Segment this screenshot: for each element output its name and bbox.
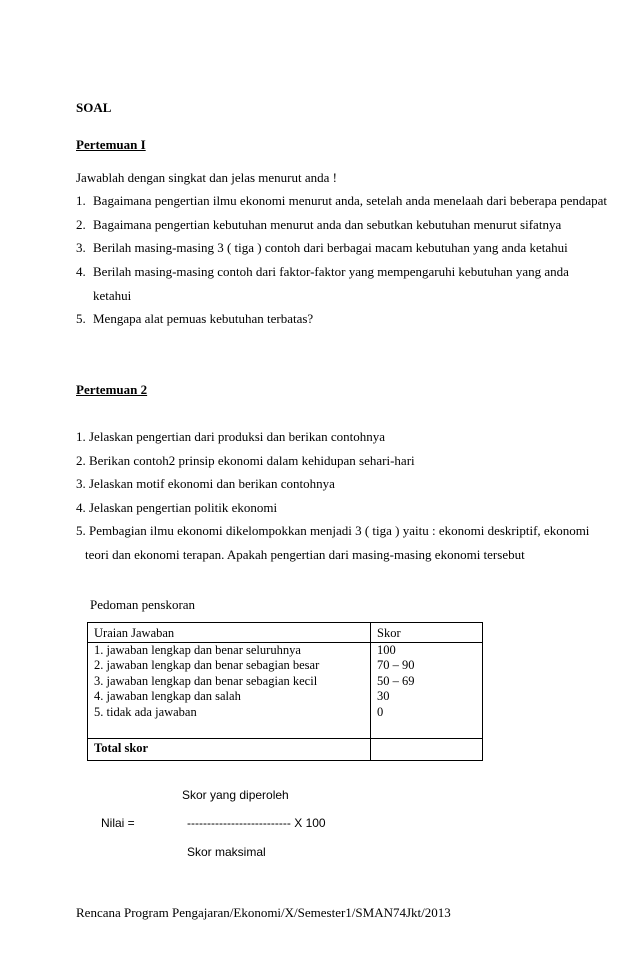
list-item: Berilah masing-masing contoh dari faktor-faktor yang mempengaruhi kebutuhan yang anda [93,264,569,279]
row-desc: 5. tidak ada jawaban [94,704,197,719]
section1-title: Pertemuan I [76,137,146,152]
scoring-title: Pedoman penskoran [90,597,196,612]
list-item-number: 2. [76,217,86,232]
description-cell [88,642,371,720]
scoring-table [87,622,483,761]
formula-numerator: Skor yang diperoleh [182,788,289,802]
row-desc: 1. jawaban lengkap dan benar seluruhnya [94,642,301,657]
list-item: 5. Pembagian ilmu ekonomi dikelompokkan menjadi 3 ( tiga ) yaitu : ekonomi deskriptif, ekonomi [76,523,590,538]
list-item: 2. Berikan contoh2 prinsip ekonomi dalam kehidupan sehari-hari [76,453,415,468]
table-total-row [88,739,483,761]
formula-denominator: Skor maksimal [187,845,266,859]
row-score: 100 [377,642,396,657]
row-desc: 3. jawaban lengkap dan benar sebagian kecil [94,673,318,688]
list-item: 4. Jelaskan pengertian politik ekonomi [76,500,278,515]
list-item-number: 1. [76,193,86,208]
list-item-number: 3. [76,240,86,255]
list-item: Berilah masing-masing 3 ( tiga ) contoh dari berbagai macam kebutuhan yang anda ketahui [93,240,568,255]
list-item: 1. Jelaskan pengertian dari produksi dan berikan contohnya [76,429,386,444]
heading-soal: SOAL [76,100,112,115]
column-header-uraian: Uraian Jawaban [88,623,371,643]
list-item: Bagaimana pengertian ilmu ekonomi menurut anda, setelah anda menelaah dari beberapa pendapat [93,193,608,208]
page-footer: Rencana Program Pengajaran/Ekonomi/X/Semester1/SMAN74Jkt/2013 [76,905,451,920]
formula-fraction-line: -------------------------- X 100 [187,816,326,830]
table-row [88,642,483,720]
row-score: 70 – 90 [377,658,415,672]
list-item: 3. Jelaskan motif ekonomi dan berikan contohnya [76,476,335,491]
total-value [371,739,483,761]
row-score: 0 [377,704,384,719]
total-label: Total skor [88,739,371,761]
table-header-row [88,623,483,643]
table-spacer-row [88,720,483,739]
row-score: 30 [377,689,390,703]
row-desc: 4. jawaban lengkap dan salah [94,689,241,703]
section1-instruction: Jawablah dengan singkat dan jelas menurut anda ! [76,170,337,185]
row-score: 50 – 69 [377,673,415,688]
column-header-skor: Skor [371,623,483,643]
list-item-continuation: ketahui [93,288,132,303]
score-cell [371,642,483,720]
section2-title: Pertemuan 2 [76,382,148,397]
row-desc: 2. jawaban lengkap dan benar sebagian besar [94,658,320,672]
list-item-continuation: teori dan ekonomi terapan. Apakah pengertian dari masing-masing ekonomi tersebut [85,547,525,562]
list-item: Mengapa alat pemuas kebutuhan terbatas? [93,311,314,326]
spacer-cell [371,720,483,739]
list-item-number: 5. [76,311,86,326]
list-item: Bagaimana pengertian kebutuhan menurut anda dan sebutkan kebutuhan menurut sifatnya [93,217,562,232]
list-item-number: 4. [76,264,86,279]
spacer-cell [88,720,371,739]
formula-label: Nilai = [101,816,135,830]
